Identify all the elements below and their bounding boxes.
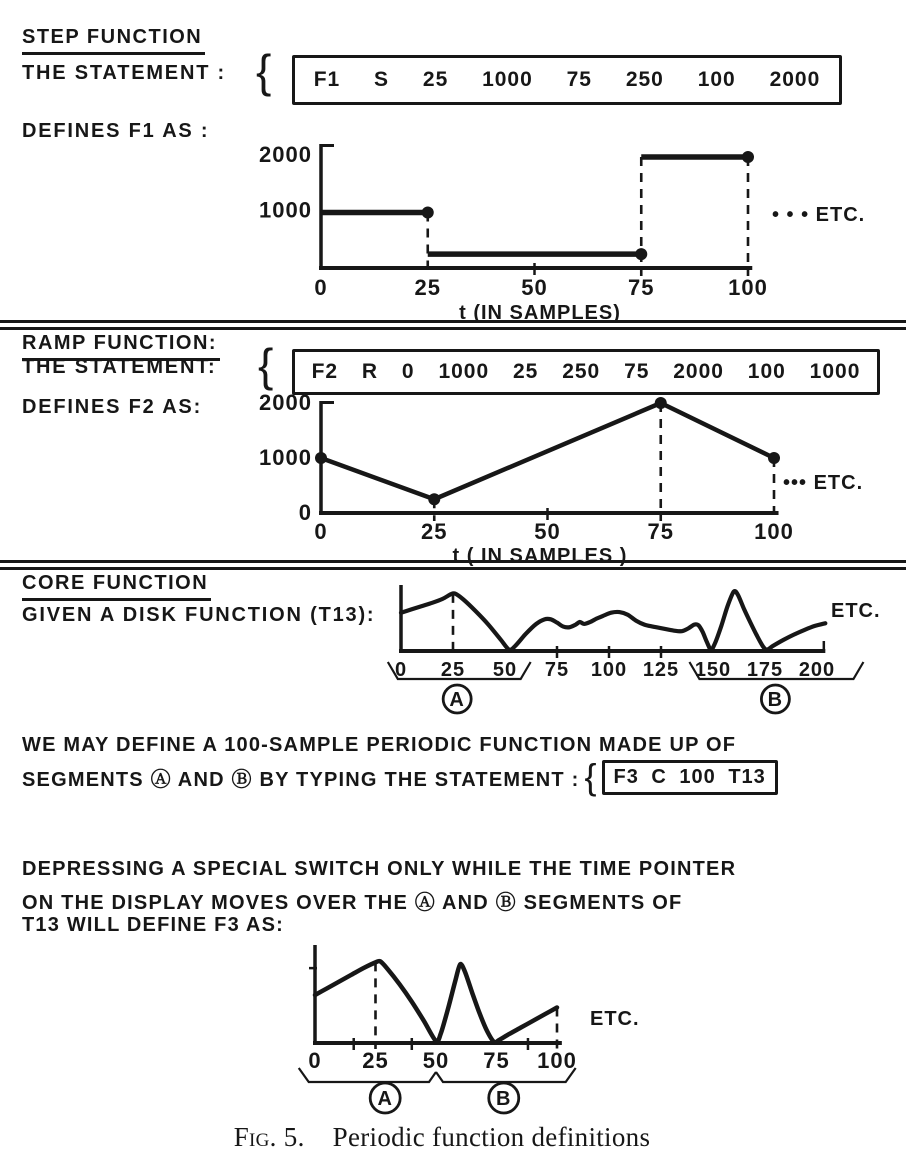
segment-letter: A [377, 1088, 393, 1110]
core-given-label: GIVEN A DISK FUNCTION (T13): [22, 604, 376, 626]
y-tick-label: 1000 [259, 445, 312, 470]
ramp-section-heading: RAMP FUNCTION: [22, 332, 220, 361]
function-curve [401, 591, 825, 650]
segment-letter: A [449, 689, 465, 711]
ramp-defines-label: DEFINES F2 AS: [22, 396, 203, 418]
section-divider [0, 320, 906, 330]
x-tick-label: 100 [754, 519, 794, 544]
paragraph-line: T13 WILL DEFINE F3 AS: [22, 914, 284, 936]
x-tick-label: 75 [647, 519, 674, 544]
x-tick-label: 175 [746, 659, 784, 681]
y-tick-label: 2000 [259, 390, 312, 415]
caption-text: Periodic function definitions [332, 1122, 651, 1152]
y-tick-label: 0 [298, 500, 312, 525]
data-point-dot [742, 151, 754, 163]
x-tick-label: 200 [798, 659, 836, 681]
paragraph-line: ON THE DISPLAY MOVES OVER THE Ⓐ AND Ⓑ SEGMENTS OF [22, 892, 683, 914]
step-statement-box: F1 S 25 1000 75 250 100 2000 [292, 55, 842, 105]
x-tick-label: 100 [728, 275, 768, 300]
step-section-heading: STEP FUNCTION [22, 26, 205, 55]
core-section-heading: CORE FUNCTION [22, 572, 211, 601]
data-point-dot [635, 248, 647, 260]
figure-caption [0, 1122, 884, 1153]
function-curve [315, 961, 557, 1042]
paragraph-line-with-statement [22, 756, 778, 798]
x-tick-label: 0 [394, 659, 408, 681]
paragraph-line: SEGMENTS Ⓐ AND Ⓑ BY TYPING THE STATEMENT : [22, 769, 580, 791]
step-defines-label: DEFINES F1 AS : [22, 120, 210, 142]
segment-letter: B [767, 689, 784, 711]
core-section-heading-wrap [22, 572, 211, 601]
paragraph-line: WE MAY DEFINE A 100-SAMPLE PERIODIC FUNCTION MADE UP OF [22, 734, 737, 756]
etc-label: ETC. [590, 1008, 640, 1030]
data-point-dot [768, 452, 780, 464]
data-point-dot [422, 207, 434, 219]
etc-label: ETC. [831, 600, 881, 622]
x-tick-label: 100 [537, 1048, 577, 1073]
x-tick-label: 25 [421, 519, 448, 544]
x-tick-label: 125 [642, 659, 680, 681]
core-function-result-chart [290, 933, 770, 1148]
data-point-dot [655, 397, 667, 409]
x-tick-label: 100 [590, 659, 628, 681]
core-statement-box: F3 C 100 T13 [602, 760, 778, 795]
disk-function-chart [385, 563, 906, 758]
x-axis-label: t (IN SAMPLES) [459, 302, 621, 324]
left-brace-decoration: { [258, 339, 274, 391]
y-tick-label: 2000 [259, 142, 312, 167]
x-tick-label: 50 [492, 659, 518, 681]
paragraph-line: DEPRESSING A SPECIAL SWITCH ONLY WHILE THE TIME POINTER [22, 858, 737, 880]
ramp-polyline [321, 403, 774, 499]
segment-letter: B [496, 1088, 512, 1110]
x-tick-label: 25 [414, 275, 441, 300]
x-tick-label: 50 [422, 1048, 450, 1073]
ramp-statement-label: THE STATEMENT: [22, 356, 217, 378]
etc-label: ••• ETC. [783, 472, 864, 494]
left-brace-decoration: { [256, 45, 272, 97]
x-tick-label: 75 [483, 1048, 510, 1073]
x-tick-label: 0 [314, 519, 328, 544]
caption-number: Fig. 5. [233, 1122, 305, 1152]
data-point-dot [315, 452, 327, 464]
x-tick-label: 0 [314, 275, 328, 300]
x-tick-label: 25 [440, 659, 466, 681]
x-tick-label: 75 [628, 275, 655, 300]
ramp-function-chart [235, 385, 900, 585]
x-tick-label: 50 [521, 275, 548, 300]
ramp-statement-box: F2 R 0 1000 25 250 75 2000 100 1000 [292, 349, 880, 395]
etc-label: • • • ETC. [772, 204, 866, 226]
data-point-dot [428, 493, 440, 505]
x-tick-label: 50 [534, 519, 561, 544]
y-tick-label: 1000 [259, 197, 312, 223]
x-tick-label: 75 [544, 659, 570, 681]
x-tick-label: 25 [362, 1048, 389, 1073]
step-function-chart [235, 130, 905, 325]
left-brace-decoration: { [584, 756, 597, 798]
x-axis-label: t ( IN SAMPLES ) [452, 545, 628, 567]
x-tick-label: 0 [308, 1048, 322, 1073]
x-tick-label: 150 [694, 659, 732, 681]
step-statement-label: THE STATEMENT : [22, 62, 227, 84]
step-section-heading-wrap [22, 26, 205, 55]
